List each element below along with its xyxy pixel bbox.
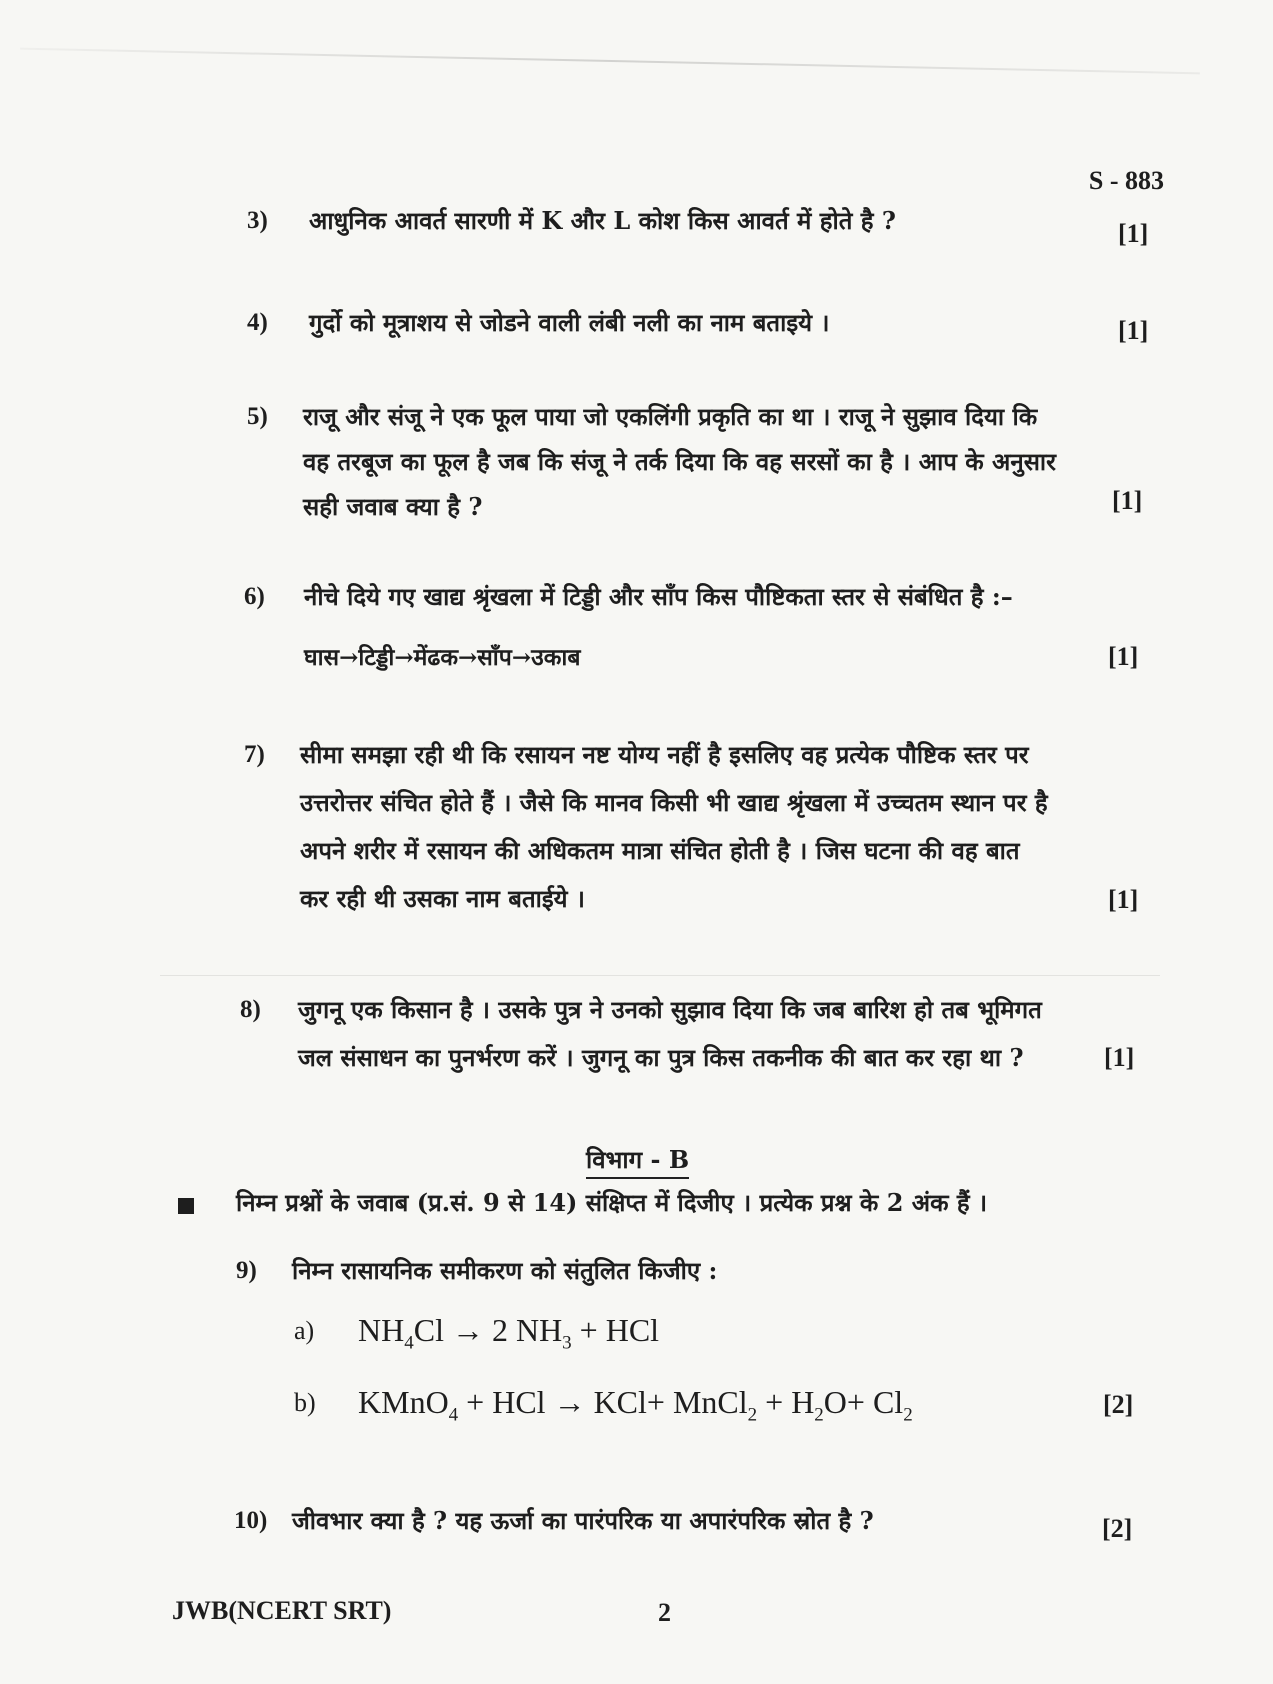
question-number: 4) <box>247 309 268 336</box>
question-text: निम्न रासायनिक समीकरण को संतुलित किजीए : <box>292 1256 718 1285</box>
question-text-line-2: जल संसाधन का पुनर्भरण करें । जुगनू का पुत्र किस तकनीक की बात कर रहा था ? <box>298 1043 1024 1072</box>
question-mark: [1] <box>1108 642 1139 671</box>
section-title: विभाग - B <box>586 1143 689 1179</box>
question-text: आधुनिक आवर्त सारणी में K और L कोश किस आवर्त में होते है ? <box>309 206 896 235</box>
question-mark: [1] <box>1118 316 1149 345</box>
bleed-through-line <box>160 975 1160 976</box>
question-3 <box>247 196 1147 246</box>
question-text: जीवभार क्या है ? यह ऊर्जा का पारंपरिक या अपारंपरिक स्रोत है ? <box>292 1506 874 1535</box>
question-text-line-2: उत्तरोत्तर संचित होते हैं । जैसे कि मानव किसी भी खाद्य श्रृंखला में उच्चतम स्थान पर है <box>300 788 1048 817</box>
question-text-line-3: सही जवाब क्या है ? <box>303 492 483 521</box>
question-5 <box>247 392 1127 542</box>
bullet-square-icon <box>178 1198 194 1214</box>
question-text-line-2: वह तरबूज का फूल है जब कि संजू ने तर्क दिया कि वह सरसों का है । आप के अनुसार <box>303 447 1056 476</box>
question-text-line-4: कर रही थी उसका नाम बताईये । <box>300 884 586 913</box>
page-number: 2 <box>658 1598 671 1627</box>
question-number: 3) <box>247 207 268 234</box>
question-mark: [1] <box>1112 486 1143 515</box>
question-text: गुर्दो को मूत्राशय से जोडने वाली लंबी नली का नाम बताइये । <box>309 308 830 337</box>
question-10 <box>234 1496 1114 1546</box>
equation-a: $NH_4Cl \to 2$ $NH_3$ + HCl <box>358 1312 660 1354</box>
question-number: 6) <box>244 583 265 610</box>
equation-b-label: b) <box>294 1388 316 1417</box>
question-4 <box>247 298 1147 348</box>
question-text-line-1: राजू और संजू ने एक फूल पाया जो एकलिंगी प्रकृति का था । राजू ने सुझाव दिया कि <box>303 402 1038 431</box>
question-text-line-1: जुगनू एक किसान है । उसके पुत्र ने उनको सुझाव दिया कि जब बारिश हो तब भूमिगत <box>298 995 1042 1024</box>
question-8 <box>240 985 1120 1085</box>
question-number: 8) <box>240 996 261 1023</box>
page-edge-line <box>20 48 1200 75</box>
question-text: नीचे दिये गए खाद्य श्रृंखला में टिड्डी और साँप किस पौष्टिकता स्तर से संबंधित है :– <box>304 582 1013 611</box>
question-number: 5) <box>247 403 268 430</box>
food-chain: घास→टिड्डी→मेंढक→साँप→उकाब <box>304 644 581 671</box>
equation-a-label: a) <box>294 1316 315 1345</box>
question-mark: [1] <box>1118 219 1149 248</box>
equation-b: KMnO$_4$ + HCl → KCl+ MnCl$_2$ + $H_2O+ Cl_2$ <box>358 1384 913 1426</box>
question-mark: [1] <box>1108 885 1139 914</box>
section-instruction: निम्न प्रश्नों के जवाब (प्र.सं. 9 से 14) संक्षिप्त में दिजीए । प्रत्येक प्रश्न के 2 अंक हैं । <box>236 1188 988 1217</box>
question-number: 9) <box>236 1257 257 1284</box>
paper-code: S - 883 <box>1088 166 1164 195</box>
question-number: 10) <box>234 1507 268 1534</box>
question-7 <box>244 730 1124 930</box>
question-6 <box>244 572 1124 622</box>
question-number: 7) <box>244 741 265 768</box>
question-9 <box>236 1246 1116 1296</box>
question-mark: [1] <box>1104 1043 1135 1072</box>
question-mark: [2] <box>1102 1514 1133 1543</box>
question-text-line-1: सीमा समझा रही थी कि रसायन नष्ट योग्य नहीं है इसलिए वह प्रत्येक पौष्टिक स्तर पर <box>300 740 1029 769</box>
question-mark: [2] <box>1103 1390 1134 1419</box>
question-text-line-3: अपने शरीर में रसायन की अधिकतम मात्रा संचित होती है । जिस घटना की वह बात <box>300 836 1020 865</box>
footer-code: JWB(NCERT SRT) <box>172 1596 392 1625</box>
